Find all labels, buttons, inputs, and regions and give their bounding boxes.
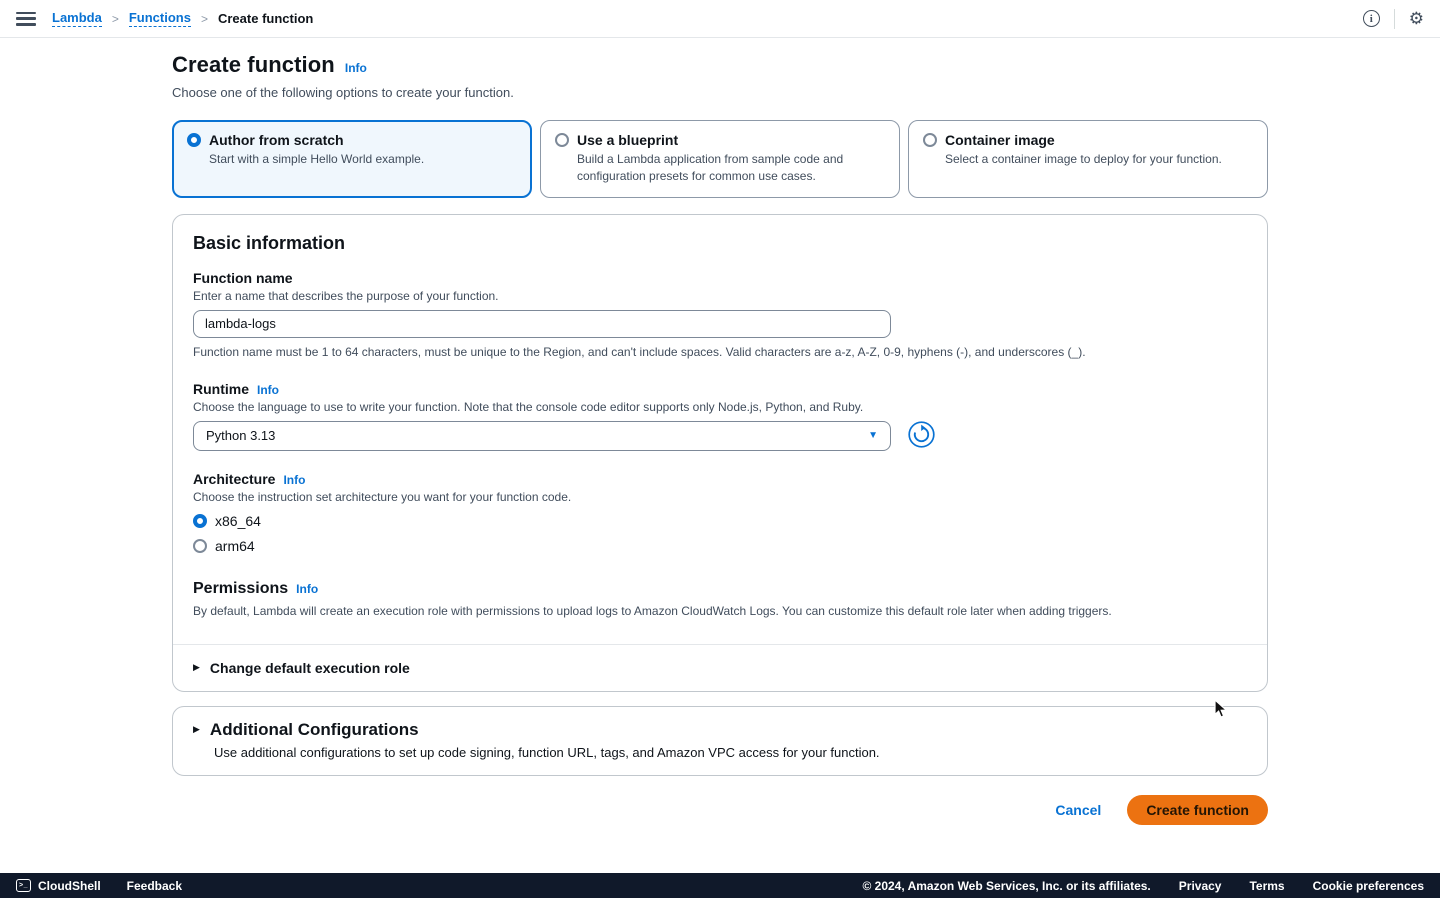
top-navigation-bar [0, 0, 1440, 38]
page-subtitle: Choose one of the following options to create your function. [172, 85, 514, 100]
runtime-hint: Choose the language to use to write your function. Note that the console code editor supports only Node.js, Python, and Ruby. [193, 399, 864, 414]
refresh-runtimes-button[interactable] [908, 421, 935, 451]
terms-link[interactable]: Terms [1249, 878, 1285, 893]
form-actions [172, 795, 1268, 825]
main-content [0, 38, 1440, 825]
creation-options-row [172, 120, 1268, 198]
radio-label: arm64 [215, 537, 255, 554]
privacy-link[interactable]: Privacy [1178, 878, 1222, 893]
create-function-button[interactable]: Create function [1127, 795, 1268, 825]
function-name-constraint: Function name must be 1 to 64 characters, must be unique to the Region, and can't include spaces. Valid characters are a-z, A-Z, 0-9, hyphens (-), and underscores (_). [193, 344, 1086, 359]
radio-author-from-scratch[interactable] [187, 133, 201, 147]
runtime-select[interactable] [193, 421, 891, 451]
runtime-info-link[interactable]: Info [257, 382, 279, 397]
copyright-text: © 2024, Amazon Web Services, Inc. or its affiliates. [862, 878, 1151, 893]
runtime-selected-value: Python 3.13 [206, 428, 276, 444]
change-role-label: Change default execution role [209, 659, 410, 676]
cancel-button[interactable]: Cancel [1055, 801, 1102, 818]
cookie-preferences-link[interactable]: Cookie preferences [1312, 878, 1424, 893]
breadcrumb [52, 10, 313, 27]
breadcrumb-lambda[interactable]: Lambda [52, 10, 102, 25]
radio-label: x86_64 [215, 512, 261, 529]
change-default-execution-role-expander[interactable] [173, 644, 1267, 691]
option-label: Container image [945, 132, 1055, 148]
option-description: Start with a simple Hello World example. [209, 152, 425, 166]
architecture-label: Architecture [193, 470, 276, 487]
function-name-input[interactable] [193, 310, 891, 338]
triangle-right-icon: ▶ [193, 662, 200, 673]
triangle-right-icon: ▶ [193, 724, 200, 735]
menu-icon[interactable] [16, 12, 36, 26]
breadcrumb-separator-icon: > [111, 11, 119, 26]
additional-configurations-expander[interactable] [172, 706, 1268, 776]
basic-information-panel [172, 214, 1268, 692]
permissions-info-link[interactable]: Info [296, 581, 319, 596]
architecture-hint: Choose the instruction set architecture you want for your function code. [193, 489, 572, 504]
info-icon[interactable]: i [1363, 10, 1380, 27]
function-name-label: Function name [193, 269, 293, 286]
feedback-button[interactable]: Feedback [126, 878, 183, 893]
radio-arm64[interactable] [193, 539, 207, 553]
permissions-heading: Permissions [193, 579, 289, 597]
console-footer [0, 873, 1440, 898]
option-card-author-from-scratch[interactable] [172, 120, 532, 198]
basic-information-heading: Basic information [193, 232, 346, 253]
breadcrumb-current-page: Create function [217, 11, 314, 26]
runtime-label: Runtime [193, 380, 249, 397]
chevron-down-icon: ▼ [868, 430, 878, 442]
page-info-link[interactable]: Info [344, 61, 367, 75]
refresh-icon [908, 421, 935, 451]
option-description: Select a container image to deploy for your function. [945, 152, 1222, 166]
page-title: Create function [172, 52, 335, 77]
architecture-info-link[interactable]: Info [283, 472, 306, 487]
breadcrumb-separator-icon: > [200, 11, 208, 26]
cloudshell-button[interactable] [16, 879, 101, 893]
radio-container-image[interactable] [923, 133, 937, 147]
permissions-description: By default, Lambda will create an execution role with permissions to upload logs to Amazon CloudWatch Logs. You can customize this default role later when adding triggers. [193, 603, 1112, 618]
architecture-option-arm64[interactable] [193, 538, 1247, 554]
gear-icon[interactable]: ⚙ [1408, 9, 1424, 28]
option-label: Use a blueprint [577, 132, 679, 148]
terminal-icon: >_ [16, 879, 31, 892]
additional-configurations-title: Additional Configurations [209, 719, 419, 739]
option-label: Author from scratch [209, 132, 344, 148]
option-description: Build a Lambda application from sample code and configuration presets for common use cases. [577, 152, 844, 184]
option-card-container-image[interactable] [908, 120, 1268, 198]
cloudshell-label: CloudShell [38, 878, 101, 893]
function-name-hint: Enter a name that describes the purpose of your function. [193, 288, 499, 303]
radio-use-a-blueprint[interactable] [555, 133, 569, 147]
additional-configurations-description: Use additional configurations to set up code signing, function URL, tags, and Amazon VPC access for your function. [214, 744, 880, 760]
architecture-option-x86_64[interactable] [193, 513, 1247, 529]
breadcrumb-functions[interactable]: Functions [128, 10, 191, 25]
divider [1394, 9, 1395, 29]
option-card-use-a-blueprint[interactable] [540, 120, 900, 198]
radio-x86_64[interactable] [193, 514, 207, 528]
